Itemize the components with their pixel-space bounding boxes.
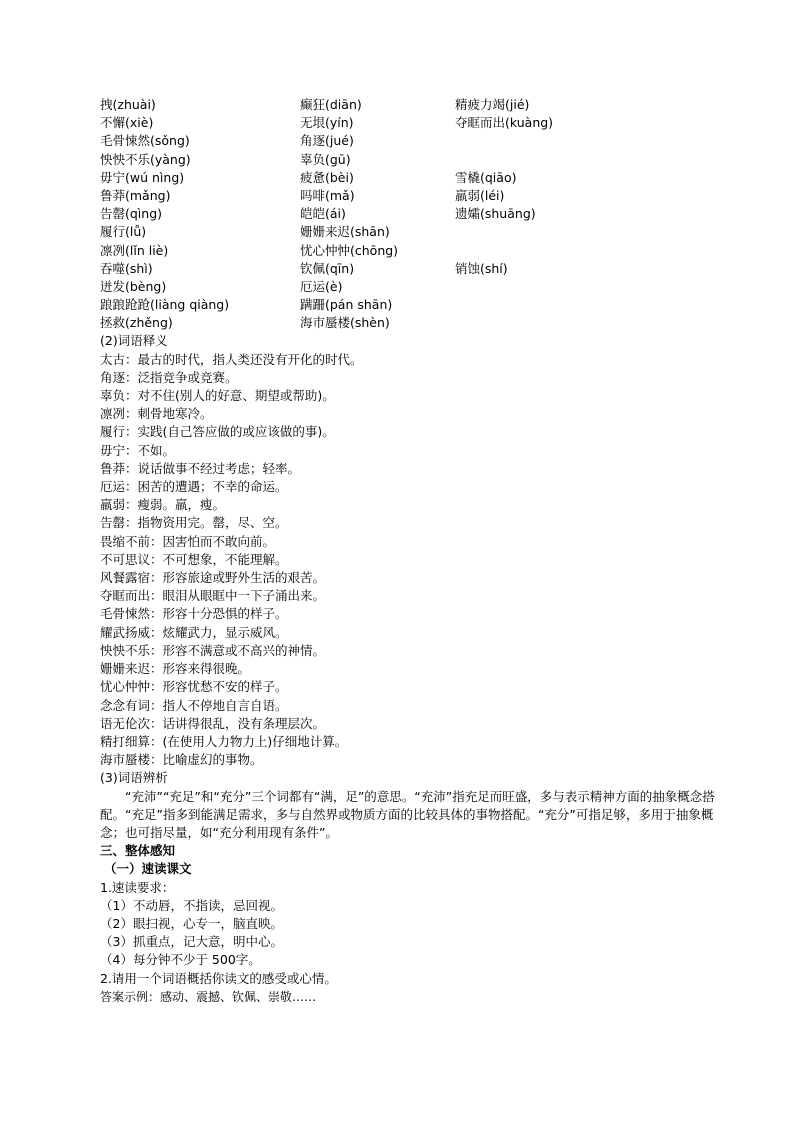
vocab-cell: 角逐(jué) xyxy=(300,133,354,149)
definition-item: 忧心忡忡：形容忧愁不安的样子。 xyxy=(100,679,288,695)
vocab-cell: 无垠(yín) xyxy=(300,115,354,131)
vocab-cell: 辜负(gū) xyxy=(300,151,351,167)
vocab-cell: 销蚀(shí) xyxy=(455,260,508,276)
definition-item: 羸弱：瘦弱。羸，瘦。 xyxy=(100,497,226,513)
definitions-list xyxy=(100,351,722,770)
requirement-item: （2）眼扫视，心专一，脑直映。 xyxy=(100,915,283,931)
definition-item: 辜负：对不住(别人的好意、期望或帮助)。 xyxy=(100,388,335,404)
vocab-cell: 蹒跚(pán shān) xyxy=(300,297,393,313)
vocab-cell: 拯救(zhěng) xyxy=(100,315,173,331)
definition-item: 精打细算：(在使用人力物力上)仔细地计算。 xyxy=(100,733,348,749)
subsection-title: （一）速读课文 xyxy=(104,861,192,877)
vocab-cell: 皑皑(ái) xyxy=(300,206,346,222)
definition-item: 念念有词：指人不停地自言自语。 xyxy=(100,697,288,713)
vocab-cell: 钦佩(qīn) xyxy=(300,260,355,276)
discrimination-paragraph: “充沛”“充足”和“充分”三个词都有“满，足”的意思。“充沛”指充足而旺盛，多与表示精神方面的抽象概念搭配。“充足”指多到能满足需求，多与自然界或物质方面的比较具体的事物搭配。“充分”可指足够，多用于抽象概念；也可指尽量，如“充分利用现有条件”。 xyxy=(100,788,715,840)
requirement-item: （3）抓重点，记大意，明中心。 xyxy=(100,934,283,950)
definition-item: 海市蜃楼：比喻虚幻的事物。 xyxy=(100,752,263,768)
vocab-cell: 雪橇(qiāo) xyxy=(455,169,517,185)
definition-item: 畏缩不前：因害怕而不敢向前。 xyxy=(100,533,276,549)
definition-item: 姗姗来迟：形容来得很晚。 xyxy=(100,661,251,677)
definition-item: 语无伦次：话讲得很乱，没有条理层次。 xyxy=(100,715,326,731)
vocab-cell: 毛骨悚然(sǒng) xyxy=(100,133,190,149)
vocabulary-grid xyxy=(100,96,722,332)
vocab-cell: 忧心忡忡(chōng) xyxy=(300,242,399,258)
definition-item: 耀武扬威：炫耀武力，显示威风。 xyxy=(100,624,288,640)
discrimination-heading: (3)词语辨析 xyxy=(100,770,168,786)
vocab-cell: 吞噬(shì) xyxy=(100,260,153,276)
definition-item: 太古：最古的时代，指人类还没有开化的时代。 xyxy=(100,351,363,367)
vocab-cell: 告罄(qìng) xyxy=(100,206,163,222)
definition-item: 履行：实践(自己答应做的或应该做的事)。 xyxy=(100,424,335,440)
vocab-cell xyxy=(455,223,695,241)
requirement-item: （4）每分钟不少于 500字。 xyxy=(100,952,261,968)
definition-item: 毛骨悚然：形容十分恐惧的样子。 xyxy=(100,606,288,622)
vocab-cell: 夺眶而出(kuàng) xyxy=(455,115,554,131)
definition-item: 怏怏不乐：形容不满意或不高兴的神情。 xyxy=(100,642,326,658)
vocab-cell: 毋宁(wú nìng) xyxy=(100,169,185,185)
vocab-cell: 羸弱(léi) xyxy=(455,187,505,203)
definition-item: 厄运：困苦的遭遇；不幸的命运。 xyxy=(100,479,288,495)
vocab-cell: 迸发(bèng) xyxy=(100,278,167,294)
vocab-cell: 鲁莽(mǎng) xyxy=(100,187,171,203)
vocab-cell xyxy=(455,242,695,260)
vocab-cell xyxy=(455,296,695,314)
definition-item: 鲁莽：说话做事不经过考虑；轻率。 xyxy=(100,460,301,476)
vocab-cell: 海市蜃楼(shèn) xyxy=(300,315,390,331)
vocab-cell: 凛冽(lǐn liè) xyxy=(100,242,169,258)
section-title: 三、整体感知 xyxy=(100,843,176,859)
definition-item: 告罄：指物资用完。罄，尽、空。 xyxy=(100,515,288,531)
vocab-cell: 癫狂(diān) xyxy=(300,97,362,112)
question-title: 1.速读要求： xyxy=(100,879,175,895)
definition-item: 风餐露宿：形容旅途或野外生活的艰苦。 xyxy=(100,570,326,586)
vocab-cell: 怏怏不乐(yàng) xyxy=(100,151,191,167)
vocab-cell: 踉踉跄跄(liàng qiàng) xyxy=(100,297,230,313)
vocab-cell xyxy=(455,314,695,332)
requirement-item: （1）不动唇，不指读，忌回视。 xyxy=(100,897,283,913)
vocab-cell xyxy=(455,151,695,169)
vocab-cell: 厄运(è) xyxy=(300,278,343,294)
definition-item: 凛冽：刺骨地寒冷。 xyxy=(100,406,213,422)
vocab-cell: 不懈(xiè) xyxy=(100,115,154,131)
vocab-cell: 履行(lǚ) xyxy=(100,224,147,240)
vocab-cell: 遗孀(shuāng) xyxy=(455,206,536,222)
vocab-cell: 吗啡(mǎ) xyxy=(300,187,355,203)
vocab-cell: 拽(zhuài) xyxy=(100,97,156,112)
definition-item: 角逐：泛指竞争或竞赛。 xyxy=(100,369,238,385)
definitions-heading: (2)词语释义 xyxy=(100,333,168,349)
vocab-cell xyxy=(455,278,695,296)
vocab-cell xyxy=(455,132,695,150)
answer-example: 答案示例：感动、震撼、钦佩、崇敬…… xyxy=(100,989,317,1004)
document-page xyxy=(100,96,722,1006)
definition-item: 夺眶而出：眼泪从眼眶中一下子涌出来。 xyxy=(100,588,326,604)
vocab-cell: 姗姗来迟(shān) xyxy=(300,224,390,240)
vocab-cell: 疲惫(bèi) xyxy=(300,169,354,185)
vocab-cell: 精疲力竭(jié) xyxy=(455,97,530,112)
question-title: 2.请用一个词语概括你读文的感受或心情。 xyxy=(100,970,337,986)
definition-item: 毋宁：不如。 xyxy=(100,442,176,458)
definition-item: 不可思议：不可想象，不能理解。 xyxy=(100,551,288,567)
